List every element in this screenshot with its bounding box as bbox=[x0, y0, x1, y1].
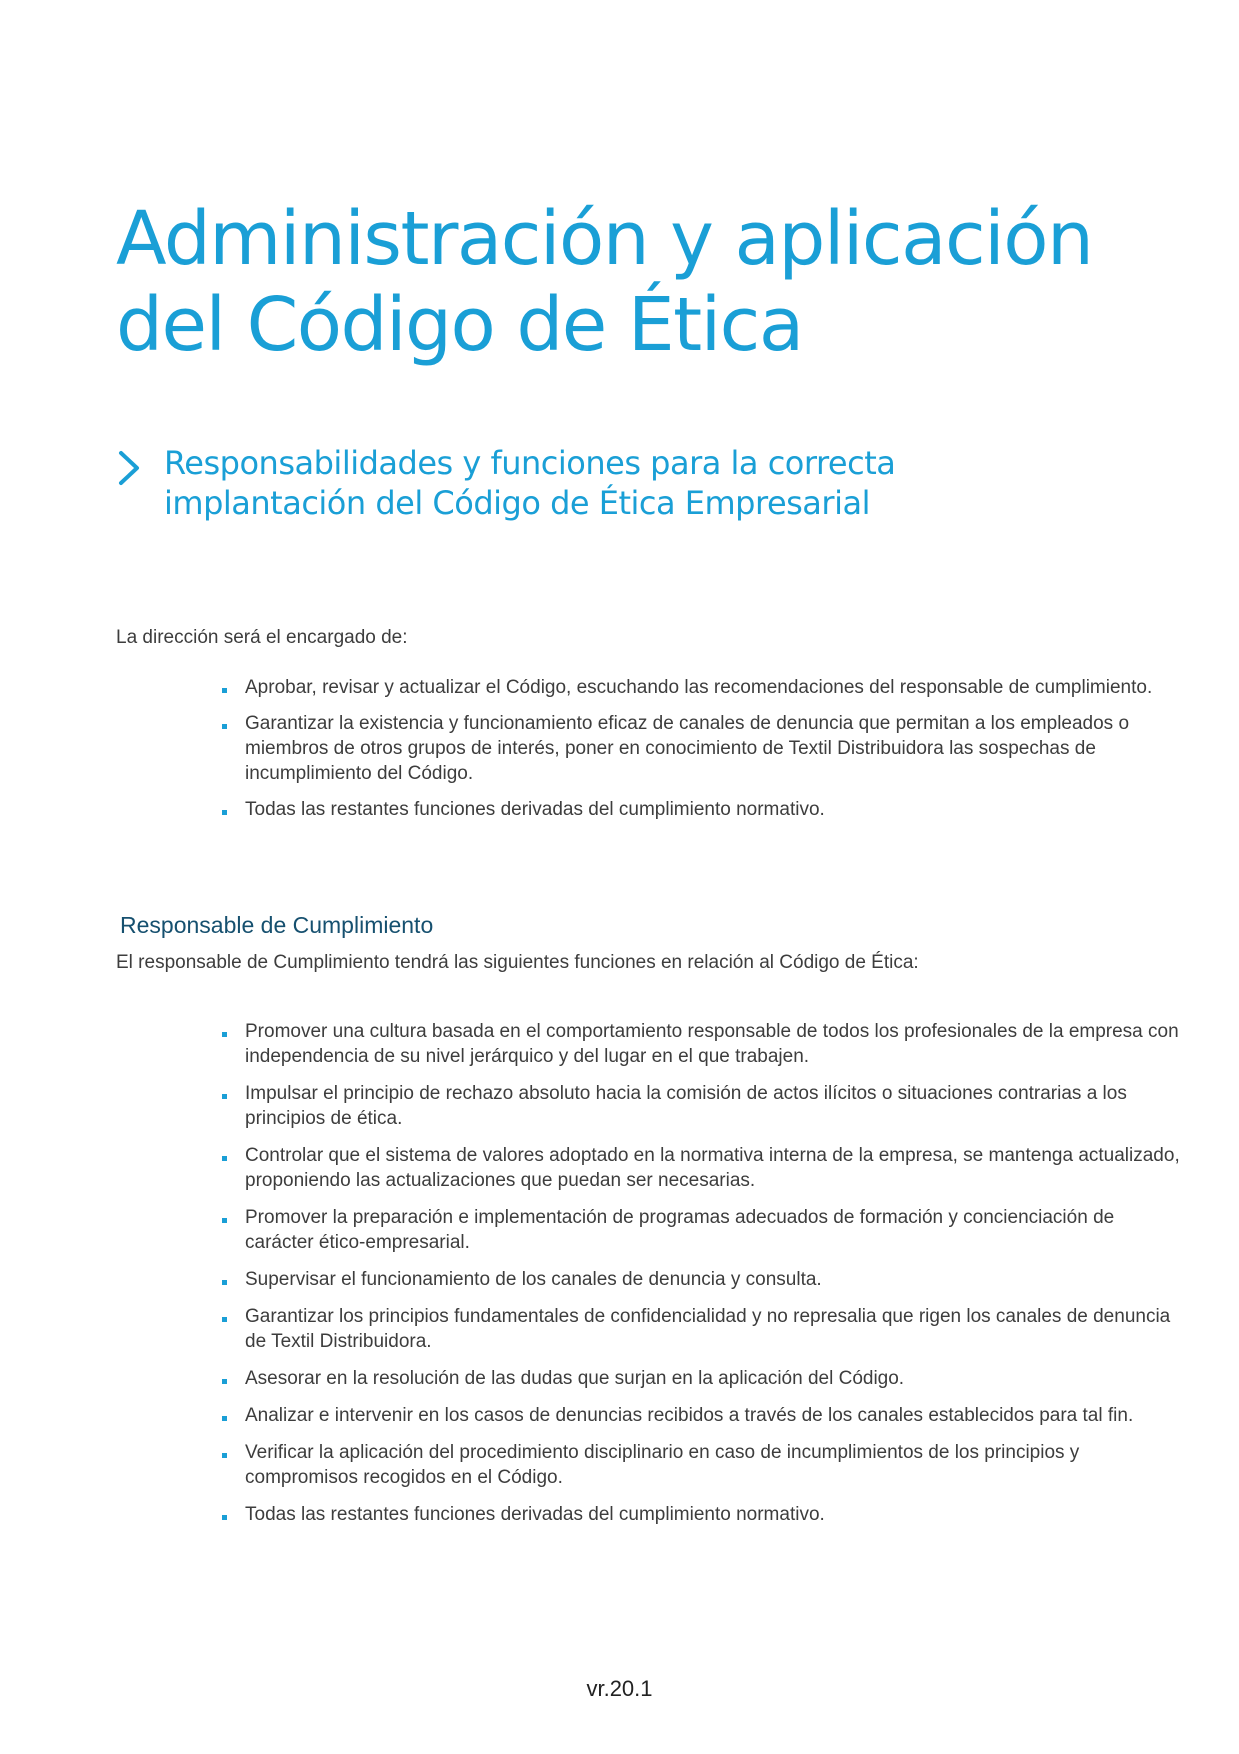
list-item bbox=[222, 1502, 1182, 1527]
list-item bbox=[222, 1205, 1182, 1255]
bullet-marker bbox=[222, 1156, 227, 1161]
compliance-heading: Responsable de Cumplimiento bbox=[120, 912, 434, 938]
list-item-text: Todas las restantes funciones derivadas del cumplimiento normativo. bbox=[245, 799, 825, 820]
list-item bbox=[222, 797, 1182, 822]
compliance-intro: El responsable de Cumplimiento tendrá las siguientes funciones en relación al Código de Ética: bbox=[116, 952, 919, 973]
list-item bbox=[222, 1440, 1182, 1490]
list-item-text: Verificar la aplicación del procedimiento disciplinario en caso de incumplimientos de los principios y compromisos recogidos en el Código. bbox=[245, 1442, 1080, 1488]
list-item bbox=[222, 1019, 1182, 1069]
list-item bbox=[222, 675, 1182, 700]
bullet-marker bbox=[222, 724, 227, 729]
direction-duties-list bbox=[222, 675, 1182, 833]
page-title bbox=[116, 196, 1156, 368]
list-item bbox=[222, 1143, 1182, 1193]
bullet-marker bbox=[222, 1379, 227, 1384]
list-item-text: Promover la preparación e implementación de programas adecuados de formación y concienciación de carácter ético-empresarial. bbox=[245, 1207, 1115, 1253]
bullet-marker bbox=[222, 1453, 227, 1458]
list-item bbox=[222, 711, 1182, 786]
version-label: vr.20.1 bbox=[586, 1676, 653, 1701]
chevron-right-icon bbox=[116, 449, 142, 487]
list-item-text: Garantizar los principios fundamentales de confidencialidad y no represalia que rigen los canales de denuncia de Textil Distribuidora. bbox=[245, 1306, 1171, 1352]
bullet-marker bbox=[222, 1218, 227, 1223]
list-item-text: Aprobar, revisar y actualizar el Código, escuchando las recomendaciones del responsable de cumplimiento. bbox=[245, 677, 1153, 698]
list-item bbox=[222, 1267, 1182, 1292]
subtitle-line-1: Responsabilidades y funciones para la correcta bbox=[164, 444, 896, 482]
bullet-marker bbox=[222, 1280, 227, 1285]
list-item bbox=[222, 1304, 1182, 1354]
list-item-text: Controlar que el sistema de valores adoptado en la normativa interna de la empresa, se mantenga actualizado, proponiendo las actualizaciones que puedan ser necesarias. bbox=[245, 1145, 1180, 1191]
compliance-functions-list bbox=[222, 1019, 1182, 1539]
bullet-marker bbox=[222, 810, 227, 815]
list-item-text: Analizar e intervenir en los casos de denuncias recibidos a través de los canales establecidos para tal fin. bbox=[245, 1405, 1134, 1426]
list-item bbox=[222, 1403, 1182, 1428]
list-item-text: Asesorar en la resolución de las dudas que surjan en la aplicación del Código. bbox=[245, 1368, 905, 1389]
direction-intro: La dirección será el encargado de: bbox=[116, 627, 408, 648]
list-item-text: Impulsar el principio de rechazo absoluto hacia la comisión de actos ilícitos o situaciones contrarias a los principios de ética. bbox=[245, 1083, 1127, 1129]
bullet-marker bbox=[222, 688, 227, 693]
list-item bbox=[222, 1366, 1182, 1391]
subtitle-text bbox=[164, 443, 1014, 523]
bullet-marker bbox=[222, 1032, 227, 1037]
bullet-marker bbox=[222, 1094, 227, 1099]
list-item-text: Promover una cultura basada en el comportamiento responsable de todos los profesionales de la empresa con independencia de su nivel jerárquico y del lugar en el que trabajen. bbox=[245, 1021, 1179, 1067]
bullet-marker bbox=[222, 1515, 227, 1520]
page-title-line-1: Administración y aplicación bbox=[116, 196, 1093, 282]
list-item bbox=[222, 1081, 1182, 1131]
list-item-text: Todas las restantes funciones derivadas del cumplimiento normativo. bbox=[245, 1504, 825, 1525]
list-item-text: Garantizar la existencia y funcionamiento eficaz de canales de denuncia que permitan a los empleados o miembros de otros grupos de interés, poner en conocimiento de Textil Distribuidora las sospechas de incumplimiento del Código. bbox=[245, 713, 1130, 784]
page-title-line-2: del Código de Ética bbox=[116, 282, 803, 368]
bullet-marker bbox=[222, 1317, 227, 1322]
bullet-marker bbox=[222, 1416, 227, 1421]
list-item-text: Supervisar el funcionamiento de los canales de denuncia y consulta. bbox=[245, 1269, 822, 1290]
subtitle-line-2: implantación del Código de Ética Empresarial bbox=[164, 484, 870, 522]
